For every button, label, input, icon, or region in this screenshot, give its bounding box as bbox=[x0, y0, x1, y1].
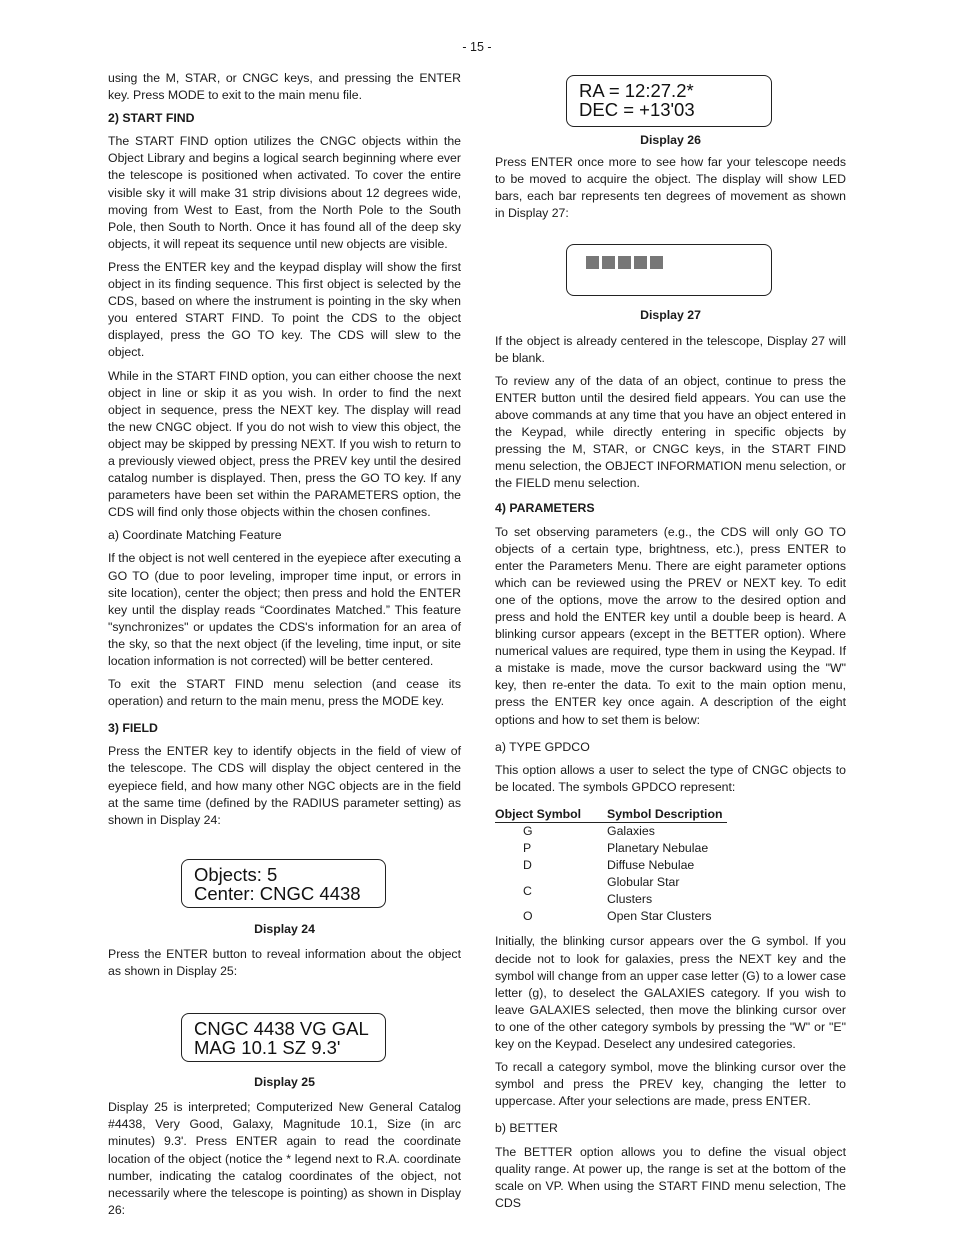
symbol-table bbox=[495, 806, 727, 926]
table-row bbox=[495, 874, 727, 908]
paragraph: This option allows a user to select the type of CNGC objects to be located. The symbols GPDCO represent: bbox=[495, 762, 846, 794]
symbol-cell: C bbox=[523, 883, 532, 898]
paragraph: Press ENTER once more to see how far your telescope needs to be moved to acquire the object. The display will show LED bars, each bar represents ten degrees of movement as shown in Display 27: bbox=[495, 155, 846, 221]
paragraph: To recall a category symbol, move the blinking cursor over the symbol and press the PREV key, changing the letter to uppercase. After your selections are made, press ENTER. bbox=[495, 1060, 846, 1109]
display-line: DEC = +13'03 bbox=[579, 99, 695, 120]
section-heading-field: 3) FIELD bbox=[108, 721, 158, 736]
led-bar bbox=[634, 256, 647, 269]
display-line: CNGC 4438 VG GAL bbox=[194, 1018, 369, 1040]
subheading-type-gpdco: a) TYPE GPDCO bbox=[495, 739, 590, 754]
display-line: RA = 12:27.2* bbox=[579, 80, 694, 101]
table-row bbox=[495, 822, 727, 840]
paragraph: Press the ENTER button to reveal information about the object as shown in Display 25: bbox=[108, 946, 461, 979]
paragraph: To exit the START FIND menu selection (and cease its operation) and return to the main menu, press the MODE key. bbox=[108, 677, 461, 709]
paragraph: Press the ENTER key to identify objects in the field of view of the telescope. The CDS will display the object centered in the eyepiece field, and how many other NGC objects are in the field at the same time (defined by the RADIUS parameter setting) as shown in Display 24: bbox=[108, 744, 461, 827]
table-row bbox=[495, 840, 727, 857]
description-cell: Globular Star Clusters bbox=[607, 875, 680, 907]
symbol-cell: G bbox=[523, 823, 533, 838]
description-cell: Galaxies bbox=[607, 823, 655, 838]
paragraph: using the M, STAR, or CNGC keys, and pressing the ENTER key. Press MODE to exit to the main menu file. bbox=[108, 71, 461, 103]
table-row bbox=[495, 908, 727, 925]
display-caption: Display 27 bbox=[640, 308, 701, 323]
paragraph: The START FIND option utilizes the CNGC objects within the Object Library and begins a logical search beginning where ever the telescope is positioned when activated. To cover the entire visible sky it will make 31 strip divisions about 12 degrees wide, moving from West to East, from the North Pole to the South Pole, then South to North. Once it has found all of the deep sky objects, it will repeat its sequence until new objects are visible. bbox=[108, 134, 461, 251]
paragraph: Display 25 is interpreted; Computerized New General Catalog #4438, Very Good, Galaxy, Magnitude 10.1, Size (in arc minutes) 9.3'. Press ENTER again to read the coordinate location of the object (notice the * legend next to R.A. coordinate number, indicating the catalog coordinates of the object, not necessarily where the telescope is pointing) as shown in Display 26: bbox=[108, 1100, 461, 1217]
display-line: Objects: 5 bbox=[194, 863, 278, 885]
display-caption: Display 26 bbox=[640, 133, 701, 147]
subheading-better: b) BETTER bbox=[495, 1121, 558, 1136]
display-line: Center: CNGC 4438 bbox=[194, 882, 361, 904]
subheading-coordinate-matching: a) Coordinate Matching Feature bbox=[108, 528, 282, 543]
paragraph: Initially, the blinking cursor appears over the G symbol. If you decide not to look for galaxies, press the NEXT key and the symbol will change from an upper case letter (G) to a lower case letter (g), to deselect the GALAXIES category. If you wish to leave GALAXIES selected, then move the blinking cursor over to one of the other category symbols by pressing the "W" or "E" key on the Keypad. Deselect any undesired categories. bbox=[495, 934, 846, 1052]
symbol-cell: P bbox=[523, 841, 532, 855]
led-bar bbox=[602, 256, 615, 269]
left-column bbox=[108, 70, 461, 1225]
description-cell: Open Star Clusters bbox=[607, 909, 712, 924]
paragraph: Press the ENTER key and the keypad display will show the first object in its finding sequence. This first object is selected by the CDS, based on where the instrument is pointing in the sky when you entered START FIND. To point the CDS to the object displayed, press the GO TO key. The CDS will slew to the object. bbox=[108, 259, 461, 360]
symbol-cell: O bbox=[523, 909, 533, 924]
page-number: - 15 - bbox=[462, 40, 492, 54]
section-heading-parameters: 4) PARAMETERS bbox=[495, 501, 595, 516]
led-bar bbox=[618, 256, 631, 269]
paragraph: To set observing parameters (e.g., the CDS will only GO TO objects of a certain type, brightness, etc.), press ENTER to enter the Parameters Menu. There are eight parameter options which can be reviewed using the PREV or NEXT key. To edit one of the options, move the arrow to the desired option and press and hold the ENTER key until a double beep is heard. A blinking cursor appears (except in the BETTER option). Where numerical values are required, type them in using the Keypad. If a mistake is made, move the cursor backward using the "W" key, then re-enter the data. To exit to the main option menu, press the ENTER key once again. A description of the eight options and how to set them is below: bbox=[495, 524, 846, 727]
table-row bbox=[495, 857, 727, 874]
section-heading-start-find: 2) START FIND bbox=[108, 111, 195, 126]
display-25-box bbox=[181, 1013, 386, 1062]
led-bar bbox=[586, 256, 599, 269]
table-header-description: Symbol Description bbox=[607, 806, 727, 823]
display-caption: Display 24 bbox=[254, 921, 315, 936]
display-26-box bbox=[566, 75, 772, 127]
paragraph: If the object is already centered in the telescope, Display 27 will be blank. bbox=[495, 333, 846, 365]
display-caption: Display 25 bbox=[254, 1075, 315, 1090]
paragraph: The BETTER option allows you to define the visual object quality range. At power up, the range is set at the bottom of the scale on VP. When using the START FIND menu selection, The CDS bbox=[495, 1144, 846, 1210]
display-27-box bbox=[566, 244, 772, 296]
display-24-box bbox=[181, 859, 386, 908]
symbol-cell: D bbox=[523, 858, 532, 873]
paragraph: While in the START FIND option, you can either choose the next object in line or skip it as you wish. In order to find the next object in sequence, press the NEXT key. The display will read the new CNGC object. If you do not wish to view this object, the object may be skipped by pressing NEXT. If you wish to return to a previously viewed object, press the PREV key until the desired catalog number is displayed. Then, press the GO TO key. If any parameters have been set within the PARAMETERS option, the CDS will find only those objects within the chosen confines. bbox=[108, 368, 461, 520]
description-cell: Diffuse Nebulae bbox=[607, 858, 695, 873]
description-cell: Planetary Nebulae bbox=[607, 841, 709, 855]
display-line: MAG 10.1 SZ 9.3' bbox=[194, 1037, 341, 1059]
right-column bbox=[495, 75, 846, 1218]
paragraph: If the object is not well centered in the eyepiece after executing a GO TO (due to poor leveling, improper time input, or errors in site location), center the object; then press and hold the ENTER key until the display reads “Coordinates Matched.” This feature "synchronizes" or updates the CDS's information for an area of the sky, so that the next object (if the leveling, time input, or site location information is not corrected) will be better centered. bbox=[108, 551, 461, 668]
table-header-symbol: Object Symbol bbox=[495, 806, 607, 823]
led-bar bbox=[650, 256, 663, 269]
led-bars bbox=[586, 256, 666, 269]
paragraph: To review any of the data of an object, continue to press the ENTER button until the desired field appears. You can use the above commands at any time that you have an object entered in the Keypad, while directly entering in specific objects by pressing the M, STAR, or CNGC keys, in the START FIND menu selection, the OBJECT INFORMATION menu selection, or the FIELD menu selection. bbox=[495, 373, 846, 491]
